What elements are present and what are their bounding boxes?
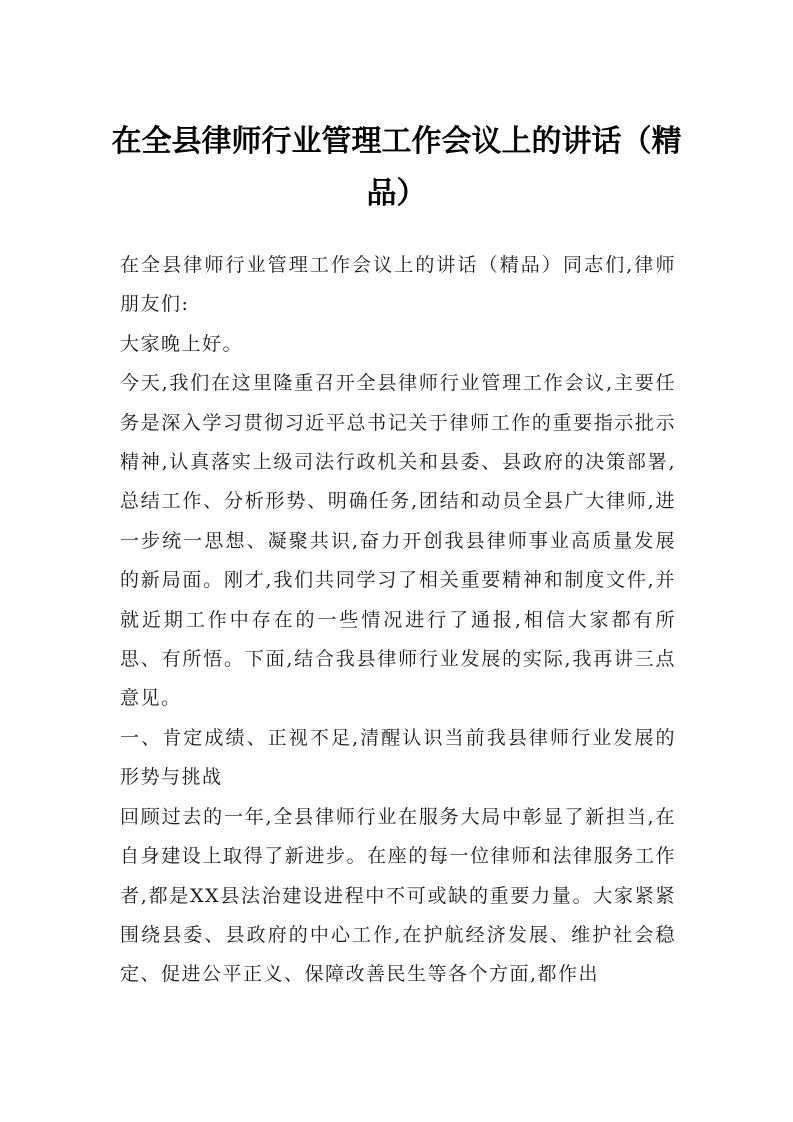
document-title: 在全县律师行业管理工作会议上的讲话（精品） [111, 124, 682, 211]
section-heading-1: 一、肯定成绩、正视不足,清醒认识当前我县律师行业发展的形势与挑战 [120, 726, 676, 789]
paragraph-review: 回顾过去的一年,全县律师行业在服务大局中彰显了新担当,在自身建设上取得了新进步。在座的每一位律师和法律服务工作者,都是XX县法治建设进程中不可或缺的重要力量。大家紧紧围绕县委、县政府的中心工作,在护航经济发展、维护社会稳定、促进公平正义、保障改善民生等各个方面,都作出 [120, 805, 676, 986]
paragraph-intro: 今天,我们在这里隆重召开全县律师行业管理工作会议,主要任务是深入学习贯彻习近平总书记关于律师工作的重要指示批示精神,认真落实上级司法行政机关和县委、县政府的决策部署,总结工作、分析形势、明确任务,团结和动员全县广大律师,进一步统一思想、凝聚共识,奋力开创我县律师事业高质量发展的新局面。刚才,我们共同学习了相关重要精神和制度文件,并就近期工作中存在的一些情况进行了通报,相信大家都有所思、有所悟。下面,结合我县律师行业发展的实际,我再讲三点意见。 [120, 372, 676, 710]
document-body [120, 246, 676, 995]
paragraph-salutation: 大家晚上好。 [120, 332, 244, 355]
paragraph-greeting: 在全县律师行业管理工作会议上的讲话（精品）同志们,律师朋友们: [120, 254, 676, 316]
